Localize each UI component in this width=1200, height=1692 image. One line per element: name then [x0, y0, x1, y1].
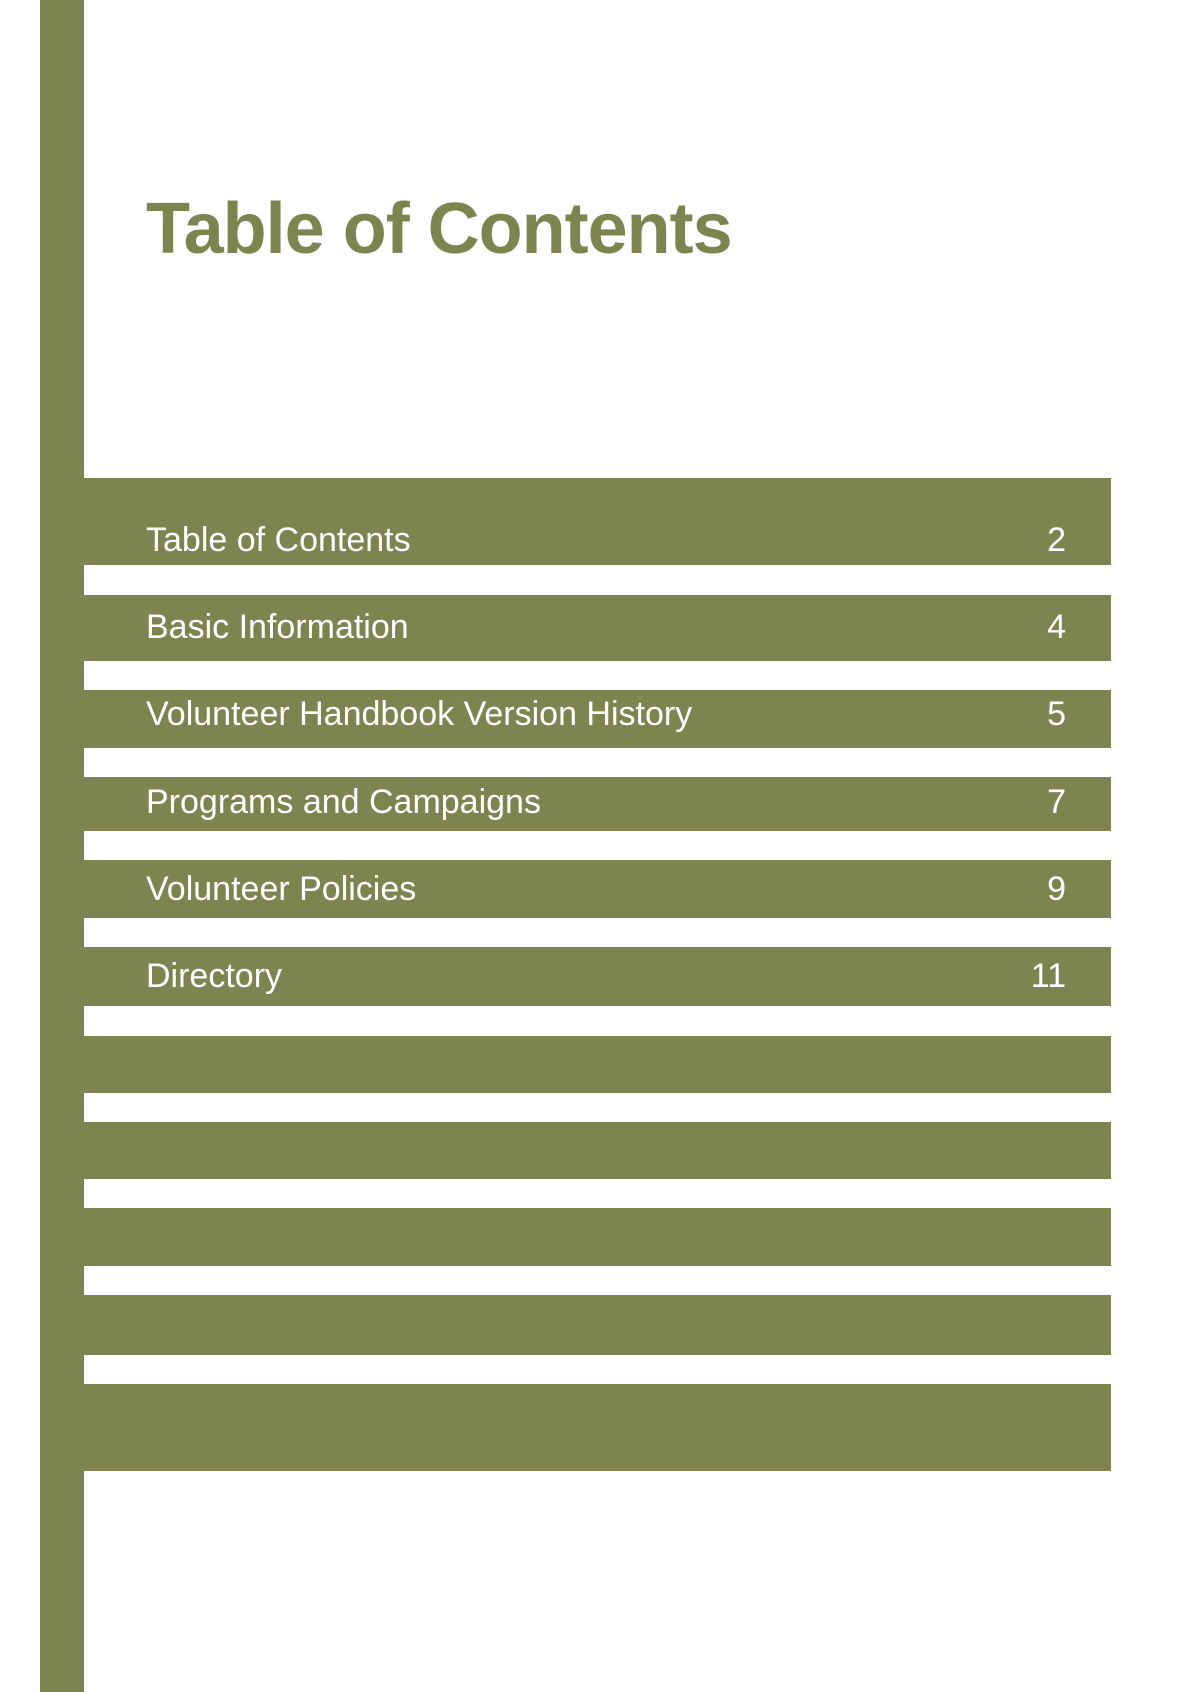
accent-band — [84, 1295, 1111, 1355]
page-title: Table of Contents — [146, 189, 732, 269]
toc-entry[interactable] — [146, 518, 1066, 562]
toc-entry-label: Volunteer Policies — [146, 869, 417, 908]
toc-entry-page: 9 — [1047, 869, 1066, 908]
toc-entry-page: 4 — [1047, 607, 1066, 646]
accent-band — [84, 1384, 1111, 1471]
toc-entry-label: Table of Contents — [146, 520, 411, 559]
toc-entry[interactable] — [146, 780, 1066, 824]
toc-entry[interactable] — [146, 605, 1066, 649]
toc-entry-label: Volunteer Handbook Version History — [146, 694, 693, 733]
toc-entry[interactable] — [146, 867, 1066, 911]
accent-band — [84, 1036, 1111, 1093]
toc-entry-label: Basic Information — [146, 607, 409, 646]
toc-entry-page: 5 — [1047, 694, 1066, 733]
toc-entry-label: Programs and Campaigns — [146, 782, 541, 821]
toc-entry-page: 2 — [1047, 520, 1066, 559]
accent-side-bar — [40, 0, 84, 1692]
toc-entry[interactable] — [146, 692, 1066, 736]
toc-entry[interactable] — [146, 954, 1066, 998]
toc-entry-page: 7 — [1047, 782, 1066, 821]
accent-band — [84, 1208, 1111, 1266]
toc-entry-label: Directory — [146, 956, 283, 995]
accent-band — [84, 1122, 1111, 1179]
toc-entry-page: 11 — [1030, 956, 1066, 995]
